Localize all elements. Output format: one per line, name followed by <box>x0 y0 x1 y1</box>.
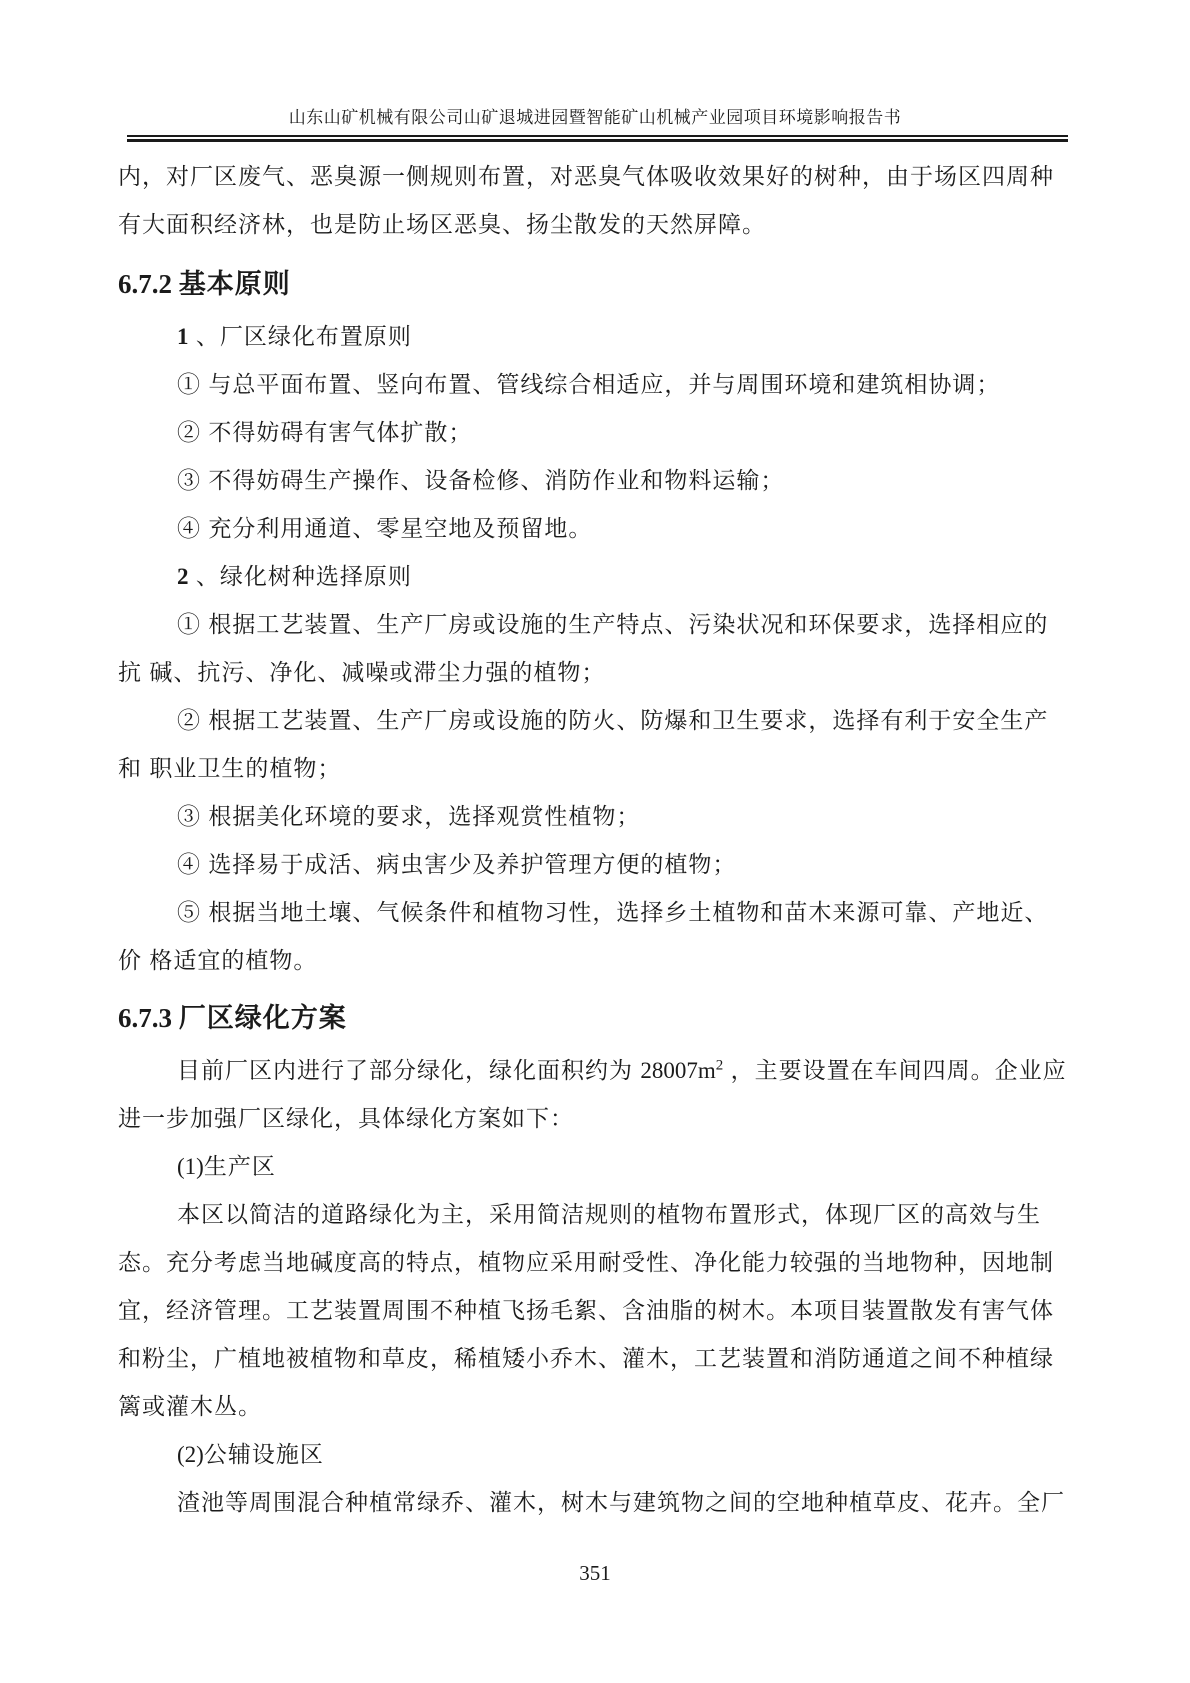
text-segment: 28007m <box>640 1058 716 1083</box>
text-segment: (1) <box>177 1154 204 1179</box>
text-segment: ，主要设置在车间四周。企业应 <box>723 1057 1067 1083</box>
text-line <box>118 1478 1072 1526</box>
text-line <box>118 1238 1072 1286</box>
document-body <box>118 152 1072 1526</box>
page-number: 351 <box>579 1561 611 1585</box>
text-line <box>118 1094 1072 1142</box>
text-segment: 2 <box>715 1057 724 1074</box>
text-segment: (2) <box>177 1442 204 1467</box>
text-segment: 本区以简洁的道路绿化为主，采用简洁规则的植物布置形式，体现厂区的高效与生 <box>177 1201 1041 1227</box>
section-heading <box>118 990 1072 1046</box>
text-segment: 态。充分考虑当地碱度高的特点，植物应采用耐受性、净化能力较强的当地物种，因地制 <box>118 1249 1054 1275</box>
page-header-title: 山东山矿机械有限公司山矿退城进园暨智能矿山机械产业园项目环境影响报告书 <box>288 108 902 127</box>
text-line <box>118 840 1072 888</box>
text-segment: ② 根据工艺装置、生产厂房或设施的防火、防爆和卫生要求，选择有利于安全生产 <box>177 707 1049 733</box>
section-heading <box>118 256 1072 312</box>
text-line <box>118 312 1072 360</box>
text-segment: 内，对厂区废气、恶臭源一侧规则布置，对恶臭气体吸收效果好的树种，由于场区四周种 <box>118 163 1054 189</box>
text-line <box>118 1334 1072 1382</box>
text-segment: 有大面积经济林，也是防止场区恶臭、扬尘散发的天然屏障。 <box>118 211 766 237</box>
text-line <box>118 504 1072 552</box>
text-segment: 、厂区绿化布置原则 <box>188 323 412 349</box>
text-line <box>118 696 1072 744</box>
text-segment: ① 根据工艺装置、生产厂房或设施的生产特点、污染状况和环保要求，选择相应的 <box>177 611 1049 637</box>
text-line <box>118 200 1072 248</box>
text-line <box>118 936 1072 984</box>
text-segment: 和 职业卫生的植物； <box>118 755 342 781</box>
text-segment: 生产区 <box>203 1153 276 1179</box>
text-segment: 进一步加强厂区绿化，具体绿化方案如下： <box>118 1105 574 1131</box>
text-line <box>118 552 1072 600</box>
text-line <box>118 1142 1072 1190</box>
text-line <box>118 360 1072 408</box>
text-segment: 抗 碱、抗污、净化、减噪或滞尘力强的植物； <box>118 659 606 685</box>
text-segment: 篱或灌木丛。 <box>118 1393 262 1419</box>
text-segment: ④ 选择易于成活、病虫害少及养护管理方便的植物； <box>177 851 737 877</box>
text-segment: 、绿化树种选择原则 <box>188 563 412 589</box>
text-segment: 渣池等周围混合种植常绿乔、灌木，树木与建筑物之间的空地种植草皮、花卉。全厂 <box>177 1489 1065 1515</box>
text-line <box>118 1046 1072 1094</box>
text-line <box>118 408 1072 456</box>
text-segment: 和粉尘，广植地被植物和草皮，稀植矮小乔木、灌木，工艺装置和消防通道之间不种植绿 <box>118 1345 1054 1371</box>
text-line <box>118 152 1072 200</box>
text-segment: ③ 不得妨碍生产操作、设备检修、消防作业和物料运输； <box>177 467 785 493</box>
text-segment: 目前厂区内进行了部分绿化，绿化面积约为 <box>177 1057 641 1083</box>
text-line <box>118 888 1072 936</box>
text-segment: 厂区绿化方案 <box>178 1003 347 1033</box>
text-segment: ⑤ 根据当地土壤、气候条件和植物习性，选择乡土植物和苗木来源可靠、产地近、 <box>177 899 1049 925</box>
text-line <box>118 600 1072 648</box>
text-segment: ① 与总平面布置、竖向布置、管线综合相适应，并与周围环境和建筑相协调； <box>177 371 1001 397</box>
text-line <box>118 1430 1072 1478</box>
text-segment: 价 格适宜的植物。 <box>118 947 318 973</box>
text-segment: ④ 充分利用通道、零星空地及预留地。 <box>177 515 593 541</box>
header-divider-rule <box>127 135 1068 142</box>
text-line <box>118 744 1072 792</box>
text-segment: 基本原则 <box>178 269 291 299</box>
text-segment: 6.7.2 <box>118 269 179 299</box>
text-segment: 公辅设施区 <box>203 1441 324 1467</box>
text-line <box>118 456 1072 504</box>
text-segment: 2 <box>177 564 189 589</box>
header-divider-thin-line <box>127 135 1068 137</box>
text-segment: ③ 根据美化环境的要求，选择观赏性植物； <box>177 803 641 829</box>
text-segment: 1 <box>177 324 189 349</box>
text-line <box>118 1286 1072 1334</box>
text-line <box>118 1190 1072 1238</box>
text-line <box>118 648 1072 696</box>
text-line <box>118 792 1072 840</box>
text-segment: 宜，经济管理。工艺装置周围不种植飞扬毛絮、含油脂的树木。本项目装置散发有害气体 <box>118 1297 1054 1323</box>
text-line <box>118 1382 1072 1430</box>
text-segment: 6.7.3 <box>118 1003 179 1033</box>
header-divider-thick-line <box>127 139 1068 142</box>
text-segment: ② 不得妨碍有害气体扩散； <box>177 419 473 445</box>
